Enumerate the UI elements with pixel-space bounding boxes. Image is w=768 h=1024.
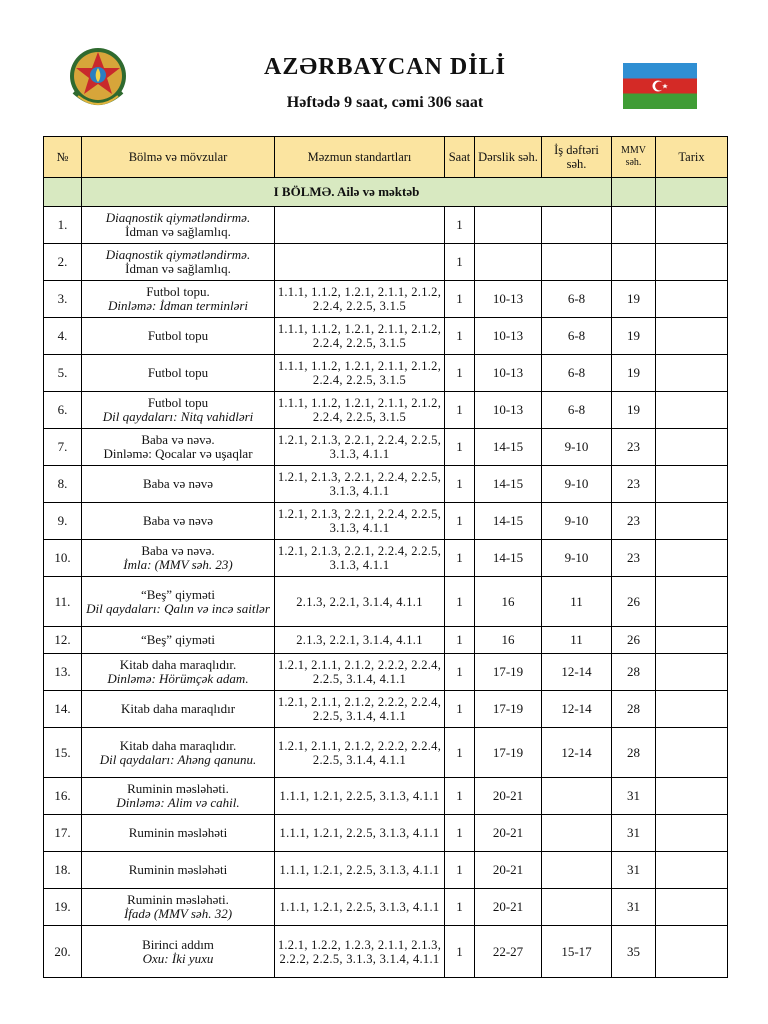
row-num: 18. xyxy=(44,852,82,889)
row-workbook xyxy=(542,889,612,926)
row-date xyxy=(656,889,728,926)
row-standards: 1.1.1, 1.2.1, 2.2.5, 3.1.3, 4.1.1 xyxy=(275,852,445,889)
row-topic-sub: Dil qaydaları: Qalın və incə saitlər xyxy=(86,600,270,616)
row-textbook: 14-15 xyxy=(475,429,542,466)
row-textbook: 20-21 xyxy=(475,778,542,815)
row-hours: 1 xyxy=(445,540,475,577)
row-topic-extra: Dinləmə: Qocalar və uşaqlar xyxy=(103,446,253,461)
row-workbook: 12-14 xyxy=(542,691,612,728)
table-row xyxy=(44,540,728,577)
row-hours: 1 xyxy=(445,852,475,889)
row-mmv: 28 xyxy=(612,691,656,728)
row-workbook: 12-14 xyxy=(542,728,612,778)
row-topic-main: “Beş” qiyməti xyxy=(140,632,215,647)
row-textbook: 20-21 xyxy=(475,815,542,852)
row-date xyxy=(656,926,728,978)
row-hours: 1 xyxy=(445,503,475,540)
table-row xyxy=(44,503,728,540)
header-standards: Məzmun standartları xyxy=(275,137,445,178)
row-num: 9. xyxy=(44,503,82,540)
header-num: № xyxy=(44,137,82,178)
table-row xyxy=(44,318,728,355)
row-topic-main: Futbol topu. xyxy=(146,284,210,299)
row-num: 14. xyxy=(44,691,82,728)
header-mmv: MMV səh. xyxy=(612,137,656,178)
row-mmv: 31 xyxy=(612,889,656,926)
table-row xyxy=(44,691,728,728)
table-row xyxy=(44,429,728,466)
row-workbook: 12-14 xyxy=(542,654,612,691)
row-topic-sub: Diaqnostik qiymətləndirmə. xyxy=(105,210,251,225)
row-hours: 1 xyxy=(445,577,475,627)
row-mmv: 19 xyxy=(612,318,656,355)
row-topic xyxy=(82,207,275,244)
row-topic xyxy=(82,627,275,654)
row-num: 17. xyxy=(44,815,82,852)
row-standards: 1.2.1, 2.1.1, 2.1.2, 2.2.2, 2.2.4, 2.2.5, 3.1.4, 4.1.1 xyxy=(275,691,445,728)
row-textbook: 22-27 xyxy=(475,926,542,978)
row-num: 7. xyxy=(44,429,82,466)
row-workbook: 9-10 xyxy=(542,540,612,577)
row-standards: 1.1.1, 1.2.1, 2.2.5, 3.1.3, 4.1.1 xyxy=(275,778,445,815)
row-num: 20. xyxy=(44,926,82,978)
row-hours: 1 xyxy=(445,778,475,815)
row-date xyxy=(656,503,728,540)
row-topic xyxy=(82,429,275,466)
row-topic-main: Birinci addım xyxy=(142,936,214,952)
row-date xyxy=(656,392,728,429)
curriculum-table xyxy=(43,136,728,978)
header-hours: Saat xyxy=(445,137,475,178)
row-topic-extra: İdman və sağlamlıq. xyxy=(125,224,231,239)
row-hours: 1 xyxy=(445,654,475,691)
table-header-row xyxy=(44,137,728,178)
row-standards xyxy=(275,207,445,244)
row-hours: 1 xyxy=(445,392,475,429)
row-num: 1. xyxy=(44,207,82,244)
row-topic xyxy=(82,889,275,926)
table-row xyxy=(44,728,728,778)
row-textbook: 14-15 xyxy=(475,503,542,540)
row-mmv: 31 xyxy=(612,852,656,889)
row-num: 8. xyxy=(44,466,82,503)
row-standards: 1.1.1, 1.1.2, 1.2.1, 2.1.1, 2.1.2, 2.2.4, 2.2.5, 3.1.5 xyxy=(275,392,445,429)
table-row xyxy=(44,778,728,815)
row-standards: 1.1.1, 1.1.2, 1.2.1, 2.1.1, 2.1.2, 2.2.4, 2.2.5, 3.1.5 xyxy=(275,318,445,355)
row-topic xyxy=(82,244,275,281)
row-topic-sub: Dinləmə: İdman terminləri xyxy=(107,298,249,313)
row-topic xyxy=(82,728,275,778)
header-topic: Bölmə və mövzular xyxy=(82,137,275,178)
row-hours: 1 xyxy=(445,889,475,926)
row-hours: 1 xyxy=(445,429,475,466)
row-workbook: 6-8 xyxy=(542,392,612,429)
row-textbook: 14-15 xyxy=(475,466,542,503)
row-standards: 1.2.1, 1.2.2, 1.2.3, 2.1.1, 2.1.3, 2.2.2, 2.2.5, 3.1.3, 3.1.4, 4.1.1 xyxy=(275,926,445,978)
row-mmv: 26 xyxy=(612,627,656,654)
row-date xyxy=(656,852,728,889)
row-textbook: 14-15 xyxy=(475,540,542,577)
row-num: 3. xyxy=(44,281,82,318)
table-row xyxy=(44,852,728,889)
row-date xyxy=(656,281,728,318)
row-num: 12. xyxy=(44,627,82,654)
row-date xyxy=(656,691,728,728)
table-row xyxy=(44,627,728,654)
row-topic xyxy=(82,318,275,355)
page-title: AZƏRBAYCAN DİLİ xyxy=(264,54,506,80)
row-workbook xyxy=(542,207,612,244)
row-topic-main: Ruminin məsləhəti xyxy=(128,862,228,877)
row-mmv: 23 xyxy=(612,429,656,466)
row-num: 2. xyxy=(44,244,82,281)
row-mmv: 26 xyxy=(612,577,656,627)
row-workbook: 6-8 xyxy=(542,281,612,318)
table-row xyxy=(44,244,728,281)
row-topic-main: Futbol topu xyxy=(147,395,209,410)
row-mmv: 19 xyxy=(612,392,656,429)
row-textbook: 10-13 xyxy=(475,281,542,318)
row-workbook: 11 xyxy=(542,627,612,654)
row-textbook: 17-19 xyxy=(475,654,542,691)
row-mmv: 28 xyxy=(612,654,656,691)
row-topic xyxy=(82,654,275,691)
row-topic xyxy=(82,466,275,503)
row-topic-sub: İmla: (MMV səh. 23) xyxy=(123,557,233,572)
row-mmv xyxy=(612,207,656,244)
section-title: I BÖLMƏ. Ailə və məktəb xyxy=(82,178,612,207)
row-topic-main: Baba və nəvə. xyxy=(141,432,215,447)
azerbaijan-flag-icon xyxy=(623,63,697,109)
row-topic-sub: Dinləmə: Hörümçək adam. xyxy=(107,671,249,686)
coat-of-arms-icon xyxy=(66,42,130,114)
row-textbook: 20-21 xyxy=(475,889,542,926)
row-topic-sub: İfadə (MMV səh. 32) xyxy=(123,906,233,921)
row-topic-main: “Beş” qiyməti xyxy=(140,586,215,602)
row-textbook xyxy=(475,244,542,281)
row-workbook xyxy=(542,852,612,889)
row-textbook: 16 xyxy=(475,627,542,654)
row-date xyxy=(656,207,728,244)
row-standards: 2.1.3, 2.2.1, 3.1.4, 4.1.1 xyxy=(275,627,445,654)
row-standards: 1.2.1, 2.1.1, 2.1.2, 2.2.2, 2.2.4, 2.2.5, 3.1.4, 4.1.1 xyxy=(275,654,445,691)
page-subtitle: Həftədə 9 saat, cəmi 306 saat xyxy=(286,94,484,111)
row-topic xyxy=(82,815,275,852)
row-topic-main: Kitab daha maraqlıdır. xyxy=(119,737,237,753)
row-num: 13. xyxy=(44,654,82,691)
row-date xyxy=(656,654,728,691)
row-standards xyxy=(275,244,445,281)
table-row xyxy=(44,926,728,978)
row-topic-main: Kitab daha maraqlıdır. xyxy=(119,657,237,672)
row-topic xyxy=(82,852,275,889)
row-topic xyxy=(82,926,275,978)
row-textbook: 10-13 xyxy=(475,355,542,392)
row-hours: 1 xyxy=(445,318,475,355)
row-standards: 1.1.1, 1.1.2, 1.2.1, 2.1.1, 2.1.2, 2.2.4, 2.2.5, 3.1.5 xyxy=(275,355,445,392)
row-mmv: 31 xyxy=(612,778,656,815)
table-row xyxy=(44,815,728,852)
row-hours: 1 xyxy=(445,926,475,978)
row-topic-main: Ruminin məsləhəti. xyxy=(127,781,229,796)
row-standards: 1.2.1, 2.1.3, 2.2.1, 2.2.4, 2.2.5, 3.1.3, 4.1.1 xyxy=(275,540,445,577)
row-topic-main: Baba və nəvə xyxy=(142,513,214,528)
row-topic-sub: Dil qaydaları: Nitq vahidləri xyxy=(102,409,254,424)
row-textbook: 16 xyxy=(475,577,542,627)
header-textbook: Dərslik səh. xyxy=(475,137,542,178)
table-row xyxy=(44,392,728,429)
row-hours: 1 xyxy=(445,466,475,503)
row-standards: 1.1.1, 1.2.1, 2.2.5, 3.1.3, 4.1.1 xyxy=(275,815,445,852)
row-date xyxy=(656,778,728,815)
row-topic-main: Kitab daha maraqlıdır xyxy=(120,701,236,716)
row-mmv: 19 xyxy=(612,355,656,392)
row-mmv: 31 xyxy=(612,815,656,852)
row-textbook: 17-19 xyxy=(475,691,542,728)
section-num-cell xyxy=(44,178,82,207)
row-date xyxy=(656,429,728,466)
row-mmv: 23 xyxy=(612,540,656,577)
row-hours: 1 xyxy=(445,691,475,728)
row-date xyxy=(656,577,728,627)
table-row xyxy=(44,654,728,691)
row-topic xyxy=(82,392,275,429)
header-date: Tarix xyxy=(656,137,728,178)
row-textbook xyxy=(475,207,542,244)
section-date-cell xyxy=(656,178,728,207)
row-workbook: 6-8 xyxy=(542,355,612,392)
row-standards: 1.2.1, 2.1.3, 2.2.1, 2.2.4, 2.2.5, 3.1.3, 4.1.1 xyxy=(275,429,445,466)
row-standards: 1.1.1, 1.1.2, 1.2.1, 2.1.1, 2.1.2, 2.2.4, 2.2.5, 3.1.5 xyxy=(275,281,445,318)
row-topic-main: Futbol topu xyxy=(147,365,209,380)
section-row xyxy=(44,178,728,207)
row-topic-main: Futbol topu xyxy=(147,328,209,343)
table-row xyxy=(44,355,728,392)
table-row xyxy=(44,281,728,318)
row-standards: 1.2.1, 2.1.3, 2.2.1, 2.2.4, 2.2.5, 3.1.3, 4.1.1 xyxy=(275,503,445,540)
row-date xyxy=(656,627,728,654)
row-hours: 1 xyxy=(445,627,475,654)
row-workbook: 15-17 xyxy=(542,926,612,978)
row-textbook: 17-19 xyxy=(475,728,542,778)
row-mmv: 23 xyxy=(612,503,656,540)
row-topic xyxy=(82,503,275,540)
row-standards: 1.2.1, 2.1.3, 2.2.1, 2.2.4, 2.2.5, 3.1.3, 4.1.1 xyxy=(275,466,445,503)
row-hours: 1 xyxy=(445,728,475,778)
table-row xyxy=(44,466,728,503)
row-num: 16. xyxy=(44,778,82,815)
row-textbook: 20-21 xyxy=(475,852,542,889)
row-standards: 2.1.3, 2.2.1, 3.1.4, 4.1.1 xyxy=(275,577,445,627)
row-hours: 1 xyxy=(445,207,475,244)
row-date xyxy=(656,728,728,778)
row-date xyxy=(656,318,728,355)
row-mmv: 19 xyxy=(612,281,656,318)
table-row xyxy=(44,577,728,627)
row-date xyxy=(656,466,728,503)
row-date xyxy=(656,355,728,392)
row-topic-sub: Dinləmə: Alim və cahil. xyxy=(116,795,240,810)
row-textbook: 10-13 xyxy=(475,392,542,429)
row-topic-main: Ruminin məsləhəti xyxy=(128,825,228,840)
row-hours: 1 xyxy=(445,244,475,281)
table-row xyxy=(44,207,728,244)
row-mmv: 23 xyxy=(612,466,656,503)
row-workbook: 6-8 xyxy=(542,318,612,355)
row-num: 10. xyxy=(44,540,82,577)
row-workbook xyxy=(542,778,612,815)
row-num: 6. xyxy=(44,392,82,429)
row-date xyxy=(656,540,728,577)
row-topic xyxy=(82,540,275,577)
row-mmv xyxy=(612,244,656,281)
table-row xyxy=(44,889,728,926)
row-topic xyxy=(82,577,275,627)
row-num: 11. xyxy=(44,577,82,627)
row-hours: 1 xyxy=(445,281,475,318)
row-topic-sub: Oxu: İki yuxu xyxy=(142,950,214,966)
row-workbook: 9-10 xyxy=(542,503,612,540)
row-mmv: 28 xyxy=(612,728,656,778)
row-workbook: 9-10 xyxy=(542,429,612,466)
row-hours: 1 xyxy=(445,815,475,852)
row-topic-sub: Dil qaydaları: Ahəng qanunu. xyxy=(99,751,257,767)
row-topic-main: Baba və nəvə xyxy=(142,476,214,491)
header-workbook: İş dəftəri səh. xyxy=(542,137,612,178)
row-num: 19. xyxy=(44,889,82,926)
row-num: 15. xyxy=(44,728,82,778)
row-standards: 1.1.1, 1.2.1, 2.2.5, 3.1.3, 4.1.1 xyxy=(275,889,445,926)
row-topic xyxy=(82,778,275,815)
row-topic-main: Ruminin məsləhəti. xyxy=(127,892,229,907)
row-topic xyxy=(82,691,275,728)
row-workbook: 9-10 xyxy=(542,466,612,503)
row-workbook xyxy=(542,815,612,852)
row-workbook xyxy=(542,244,612,281)
row-topic-main: Baba və nəvə. xyxy=(141,543,215,558)
row-date xyxy=(656,815,728,852)
row-standards: 1.2.1, 2.1.1, 2.1.2, 2.2.2, 2.2.4, 2.2.5, 3.1.4, 4.1.1 xyxy=(275,728,445,778)
row-topic xyxy=(82,281,275,318)
row-num: 4. xyxy=(44,318,82,355)
row-textbook: 10-13 xyxy=(475,318,542,355)
row-num: 5. xyxy=(44,355,82,392)
section-mmv-cell xyxy=(612,178,656,207)
row-topic-extra: İdman və sağlamlıq. xyxy=(125,261,231,276)
row-topic xyxy=(82,355,275,392)
row-hours: 1 xyxy=(445,355,475,392)
row-mmv: 35 xyxy=(612,926,656,978)
row-date xyxy=(656,244,728,281)
row-topic-sub: Diaqnostik qiymətləndirmə. xyxy=(105,247,251,262)
row-workbook: 11 xyxy=(542,577,612,627)
